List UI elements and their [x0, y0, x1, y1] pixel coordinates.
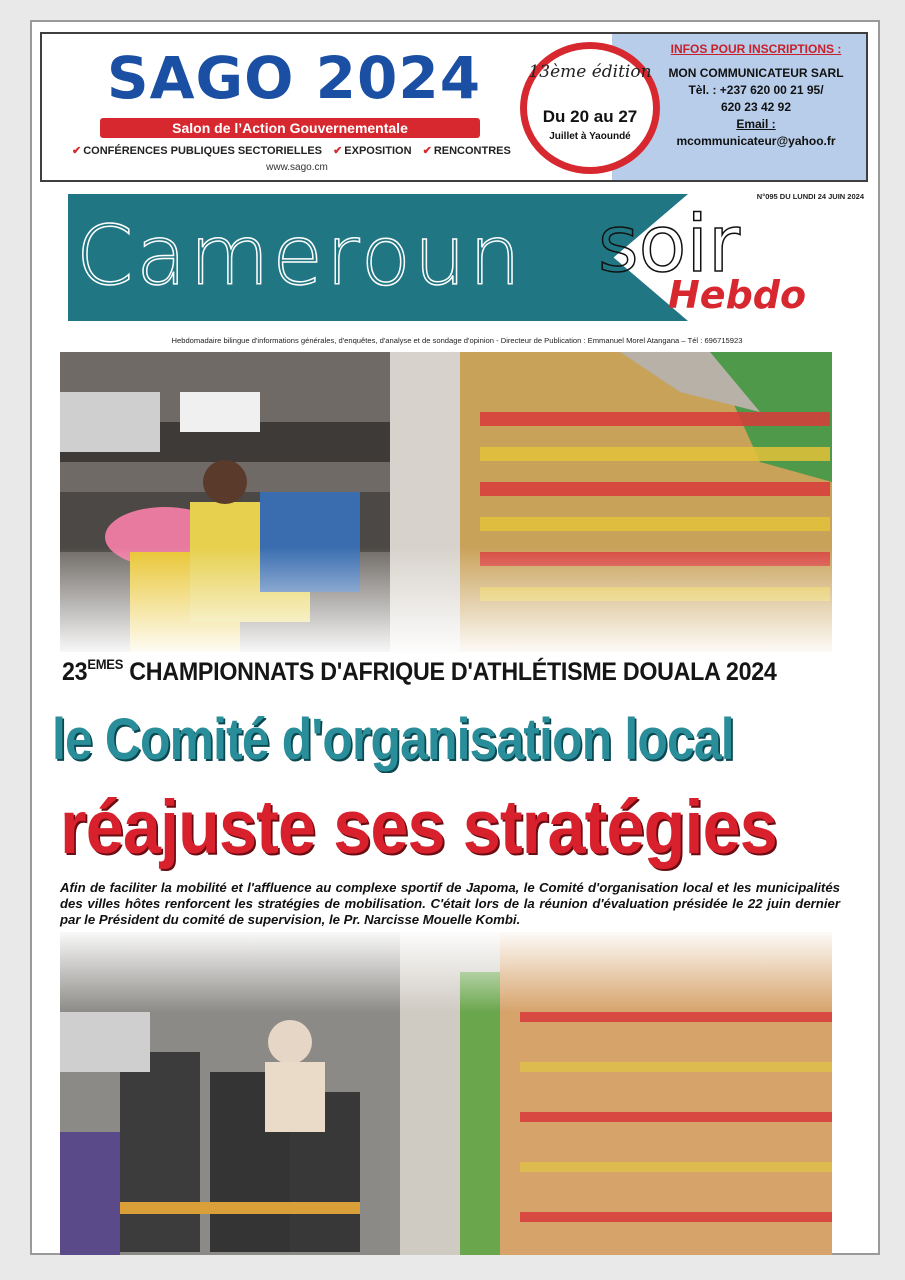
stadium-photo-top [60, 352, 832, 652]
edition-badge [520, 42, 660, 174]
info-company: MON COMMUNICATEUR SARL [668, 66, 844, 80]
masthead-name-left: Cameroun [76, 209, 524, 304]
sago-checklist [72, 144, 532, 157]
masthead-hebdo: Hebdo [668, 273, 807, 317]
info-email[interactable]: mcommunicateur@yahoo.fr [676, 134, 836, 148]
edition-dates: Du 20 au 27 [542, 107, 638, 126]
article-lead: Afin de faciliter la mobilité et l'affluence au complexe sportif de Japoma, le Comité d'organisation local et les municipalités des villes hôtes renforcent les stratégies de mobilisation. C'était lors de la réunion d'évaluation présidée le 22 juin dernier par le Président du comité de supervision, le Pr. Narcisse Mouelle Kombi. [60, 880, 840, 927]
sago-advertisement [40, 32, 868, 182]
checkmark-icon: ✔ [422, 145, 432, 157]
info-email-label: Email : [736, 117, 776, 131]
sago-website[interactable]: www.sago.cm [266, 162, 328, 173]
checkmark-icon: ✔ [72, 145, 82, 157]
article-kicker: 23EMES CHAMPIONNATS D'AFRIQUE D'ATHLÉTISME DOUALA 2024 [62, 656, 777, 686]
check-item: ✔ RENCONTRES [422, 145, 511, 157]
edition-place: Juillet à Yaoundé [549, 131, 631, 142]
masthead-tagline: Hebdomadaire bilingue d'informations générales, d'enquêtes, d'analyse et de sondage d'opinion - Directeur de Publication : Emmanuel Morel Atangana – Tél : 696715923 [171, 336, 743, 345]
check-item: ✔ CONFÉRENCES PUBLIQUES SECTORIELLES [72, 145, 322, 157]
info-phone-2: 620 23 42 92 [720, 100, 792, 114]
info-title: INFOS POUR INSCRIPTIONS : [670, 42, 842, 56]
sago-subtitle: Salon de l’Action Gouvernementale [100, 118, 480, 138]
info-phone-1: Tèl. : +237 620 00 21 95/ [688, 83, 824, 97]
masthead-name-right: soir [598, 200, 741, 290]
sago-title: SAGO 2024 [106, 44, 482, 112]
newspaper-front-page [30, 20, 880, 1255]
headline-line-2: réajuste ses stratégies [60, 785, 777, 870]
check-item: ✔ EXPOSITION [333, 145, 412, 157]
headline-line-1: le Comité d'organisation local [52, 707, 734, 772]
issue-number: N°095 DU LUNDI 24 JUIN 2024 [756, 192, 864, 201]
edition-label: 13ème édition [528, 62, 652, 82]
checkmark-icon: ✔ [333, 145, 343, 157]
stadium-photo-bottom [60, 932, 832, 1255]
